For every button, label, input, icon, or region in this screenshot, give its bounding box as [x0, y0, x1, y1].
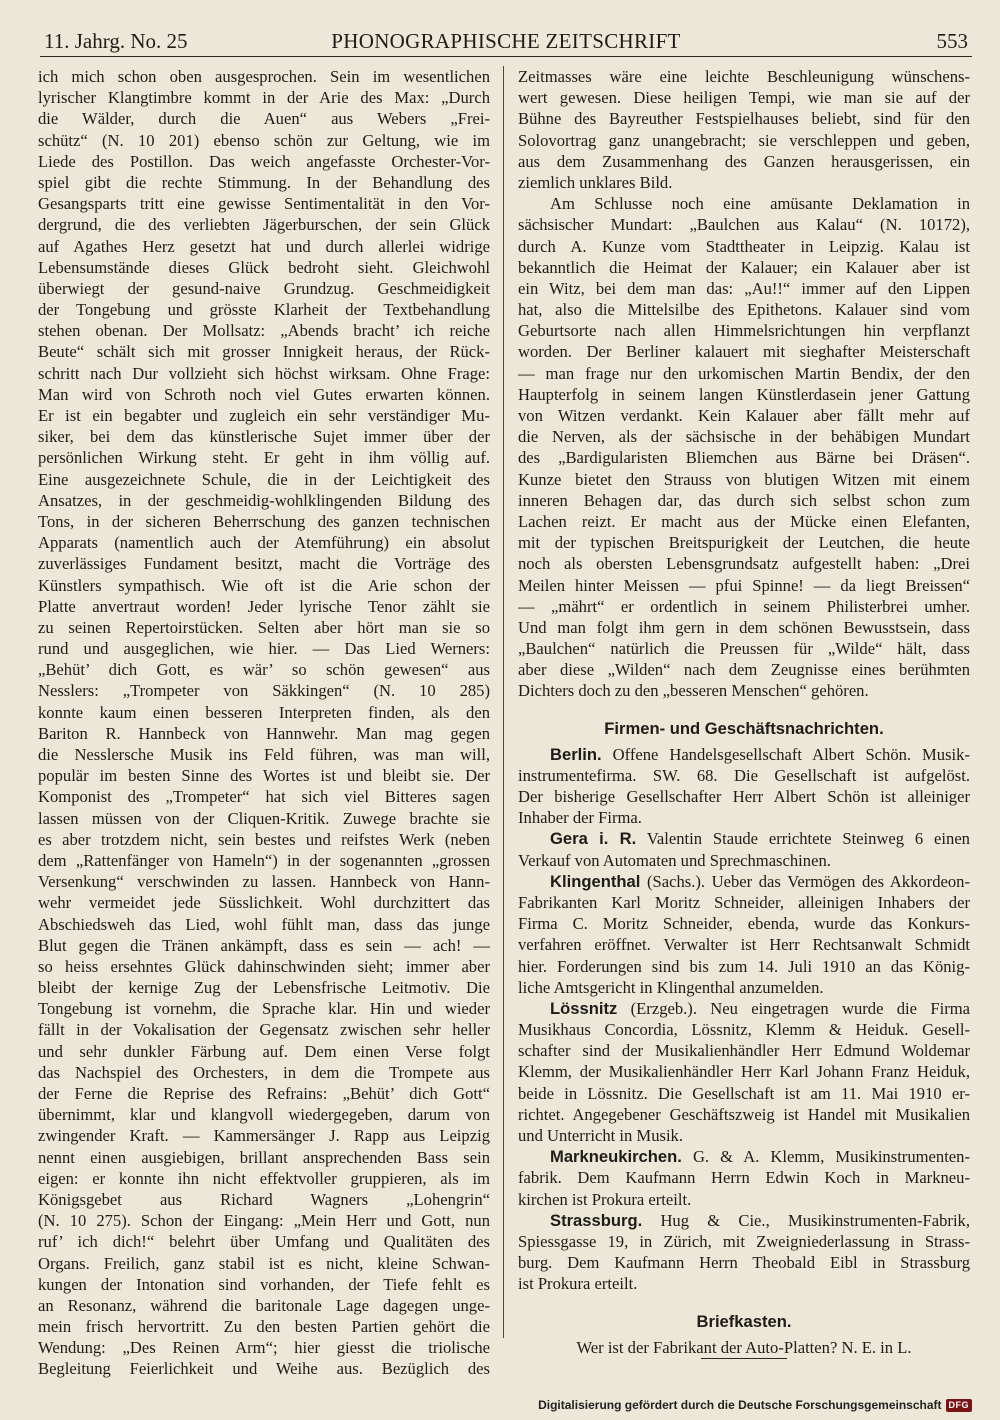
text-line: Tongebung ist vornehm, die Sprache klar. Hin und wieder — [38, 999, 490, 1019]
text-line: ich mich schon oben ausgesprochen. Sein im wesentlichen — [38, 67, 490, 86]
text-line: schafter sind der Musikalienhändler Herr Edmund Woldemar — [518, 1041, 970, 1061]
right-column — [518, 66, 970, 1360]
text-line: fällt in der Vokalisation der Gegensatz zwischen sehr heller — [38, 1020, 490, 1040]
news-entry-text: Valentin Staude errichtete Steinweg 6 einen — [646, 829, 970, 849]
text-line: Musikhaus Concordia, Lössnitz, Klemm & Heiduk. Gesell- — [518, 1020, 970, 1040]
issue-label: 11. Jahrg. No. 25 — [44, 29, 188, 53]
text-line: Königsgebet aus Richard Wagners „Lohengrin“ — [38, 1189, 490, 1209]
text-line: Wendung: „Des Reinen Arm“; hier giesst die triolische — [38, 1338, 490, 1358]
text-line: die Nesslersche Musik ins Feld führen, was man will, — [38, 745, 490, 764]
text-line: inneren Behagen dar, das durch sich selbst schon zum — [518, 490, 970, 510]
text-line: kirchen ist Prokura erteilt. — [518, 1189, 692, 1209]
text-line: Spiessgasse 19, in Zürich, mit Zweigniederlassung in Strass- — [518, 1231, 970, 1251]
text-line: die Nerven, als der sächsische in der behäbigen Mundart — [518, 427, 970, 447]
text-line: Organs. Freilich, ganz stabil ist es nicht, kleine Schwan- — [38, 1253, 490, 1273]
text-line: konnte kaum einen besseren Interpreten finden, als den — [38, 702, 490, 722]
text-line: Er ist ein begabter und zugleich ein sehr verständiger Mu- — [38, 406, 490, 425]
news-entry-first-line — [518, 1210, 970, 1231]
text-line: Komponist des „Trompeter“ hat sich viel Bitteres sagen — [38, 787, 490, 807]
text-line: ziemlich unklares Bild. — [518, 172, 673, 192]
text-line: hier. Forderungen sind bis zum 14. Juli 1910 an das König- — [518, 956, 970, 976]
text-line: und Unterricht in Musik. — [518, 1126, 683, 1145]
text-line: bekanntlich die Heimat der Kalauer; ein Kalauer aber ist — [518, 257, 970, 277]
text-line: und sehr dunkler Färbung auf. Dem einen Verse folgt — [38, 1041, 490, 1061]
text-line: von Witzen verdankt. Kein Kalauer aber fällt mehr auf — [518, 406, 970, 425]
text-line: dergrund, die des verliebten Jägerburschen, der sein Glück — [38, 215, 490, 235]
journal-title: PHONOGRAPHISCHE ZEITSCHRIFT — [331, 29, 681, 53]
news-place: Berlin. — [550, 744, 602, 764]
text-line: Klemm, der Musikalienhändler Herr Karl Johann Franz Heiduk, — [518, 1062, 970, 1082]
text-line: lyrischer Klangtimbre kommt in der Arie des Max: „Durch — [38, 88, 490, 108]
text-line: fabrik. Dem Kaufmann Herrn Edwin Koch in Markneu- — [518, 1168, 970, 1188]
news-place: Gera i. R. — [550, 829, 637, 849]
text-line: Solovortrag ganz unangebracht; sie verschleppen und geben, — [518, 130, 970, 150]
text-line: lassen müssen von der Cliquen-Kritik. Zuwege brachte sie — [38, 808, 490, 828]
text-line: der Tongebung und grösste Klarheit der Textbehandlung — [38, 300, 490, 320]
text-line: Verkauf von Automaten und Sprechmaschinen. — [518, 850, 831, 870]
text-line: — man frage nur den urkomischen Martin Bendix, der den — [518, 363, 970, 383]
text-line: populär im besten Sinne des Wortes ist und bleibt sie. Der — [38, 766, 490, 786]
text-line: Eine ausgezeichnete Schule, die in der Leichtigkeit des — [38, 469, 490, 489]
text-line: Gesangsparts tritt eine gewisse Sentimentalität in den Vor- — [38, 194, 490, 214]
text-line: richtet. Angegebener Geschäftszweig ist Handel mit Musikalien — [518, 1104, 970, 1124]
text-line: Apparats (namentlich auch der Atemführung) ein absolut — [38, 533, 490, 553]
text-line: schütz“ (N. 10 201) ebenso schön zur Geltung, wie im — [38, 130, 490, 150]
text-line: persönlichen Wirkung steht. Er geht in ihm völlig auf. — [38, 448, 490, 468]
news-entry-first-line — [518, 998, 970, 1019]
text-line: überwiegt der gesund-naive Grundzug. Geschmeidigkeit — [38, 278, 490, 298]
text-line: hat, also die Mittelsilbe des Epithetons. Kalauer sind vom — [518, 300, 970, 320]
text-line: Bühne des Bayreuther Festspielhauses beliebt, sind für den — [518, 109, 970, 129]
news-place: Strassburg. — [550, 1210, 643, 1230]
text-line: Dichters doch zu den „besseren Menschen“ gehören. — [518, 681, 869, 701]
text-line: siker, bei dem das künstlerische Sujet immer über der — [38, 427, 490, 447]
text-line: liche Amtsgericht in Klingenthal anzumelden. — [518, 977, 824, 997]
text-line: mein frisch hervortritt. Zu den besten Partien gehört die — [38, 1317, 490, 1337]
text-line: ein Witz, bei dem man das: „Au!!“ immer auf den Lippen — [518, 278, 970, 298]
text-line: sächsischer Mundart: „Baulchen aus Kalau“ (N. 10172), — [518, 215, 970, 235]
text-line: Bariton R. Hannbeck von Hannwehr. Man mag gegen — [38, 723, 490, 743]
text-line: worden. Der Berliner kalauert mit sieghafter Meisterschaft — [518, 342, 970, 362]
text-line: wehr vermeidet jede Süsslichkeit. Wohl durchzittert das — [38, 893, 490, 913]
text-line: Liede des Postillon. Das weich angefasste Orchester-Vor- — [38, 151, 490, 171]
text-line: Lebensumstände dieses Glück bedroht sieht. Gleichwohl — [38, 257, 490, 277]
text-line: Abschiedsweh das Lied, wohl fühlt man, dass das junge — [38, 914, 490, 934]
text-line: Fabrikanten Karl Moritz Schneider, alleinigen Inhabers der — [518, 892, 970, 912]
text-line: Blut gegen die Tränen ankämpft, dass es sein — ach! — — [38, 935, 490, 955]
text-line: „Baulchen“ natürlich die Preussen für „Wilde“ hält, dass — [518, 639, 970, 659]
text-line: mit der typischen Breitspurigkeit der Leutchen, die heute — [518, 533, 970, 553]
news-entry-first-line — [518, 744, 970, 765]
text-line: Kunze bietet den Strauss von blutigen Witzen mit einem — [518, 469, 970, 489]
section-gap — [518, 1295, 970, 1307]
news-place: Markneukirchen. — [550, 1147, 682, 1167]
left-column — [38, 66, 490, 1380]
text-line: zwingender Kraft. — Kammersänger J. Rapp aus Leipzig — [38, 1126, 490, 1146]
text-line: Nesslers: „Trompeter von Säkkingen“ (N. 10 285) — [38, 681, 490, 701]
text-line: kungen der Intonation sind vorhanden, der Tiefe fehlt es — [38, 1274, 490, 1294]
text-line: aus dem Zusammenhang des Ganzen herausgerissen, ein — [518, 151, 970, 171]
text-line: Am Schlusse noch eine amüsante Deklamation in — [550, 194, 970, 214]
text-line: es aber trotzdem nicht, sein bestes und reifstes Werk (neben — [38, 829, 490, 849]
text-line: Und man folgt ihm gern in dem schönen Bewusstsein, dass — [518, 617, 970, 637]
text-line: die Wälder, durch die Auen“ aus Webers „Frei- — [38, 109, 490, 129]
news-entry-first-line — [518, 1146, 970, 1167]
text-line: eigen: er konnte ihn nicht effektvoller gruppieren, als im — [38, 1168, 490, 1188]
credit-text: Digitalisierung gefördert durch die Deutsche Forschungsgemeinschaft — [538, 1398, 942, 1412]
text-line: Man wird von Schroth noch viel Gutes erwarten können. — [38, 384, 490, 404]
text-line: Firma C. Moritz Schneider, ebenda, wurde das Konkurs- — [518, 914, 970, 934]
text-line: des „Bardigularisten Bliemchen aus Bärne bei Dräsen“. — [518, 448, 970, 468]
page-header — [40, 24, 972, 57]
text-line: Begleitung Feierlichkeit und Weihe aus. Bezüglich des — [38, 1359, 490, 1379]
text-line: übernimmt, klar und klangvoll wiedergegeben, darum von — [38, 1105, 490, 1125]
text-line: ruf’ ich dich!“ belehrt über Umfang und Qualitäten des — [38, 1232, 490, 1252]
text-line: ist Prokura erteilt. — [518, 1274, 638, 1294]
news-entry-first-line — [518, 871, 970, 892]
page-number: 553 — [936, 29, 968, 53]
news-place: Lössnitz — [550, 998, 618, 1018]
news-place: Klingenthal — [550, 871, 641, 891]
text-line: das Nachspiel des Orchesters, in dem die Trompete aus — [38, 1062, 490, 1082]
text-line: stehen obenan. Der Mollsatz: „Abends bracht’ ich reiche — [38, 321, 490, 341]
text-line: Tons, in der sicheren Beherrschung des ganzen technischen — [38, 511, 490, 531]
text-line: durch A. Kunze vom Stadttheater in Leipzig. Kalau ist — [518, 236, 970, 256]
text-line: nennt einen ausgiebigen, brillant ansprechenden Bass sein — [38, 1147, 490, 1167]
text-line: Inhaber der Firma. — [518, 808, 642, 828]
text-line: „Behüt’ dich Gott, es wär’ so schön gewesen“ aus — [38, 660, 490, 680]
closing-rule — [701, 1358, 787, 1359]
mailbox-text: Wer ist der Fabrikant der Auto-Platten? N. E. in L. — [576, 1337, 912, 1357]
text-line: so heiss ersehntes Glück dahinschwinden sieht; immer aber — [38, 956, 490, 976]
news-entry-text: G. & A. Klemm, Musikinstrumenten- — [692, 1147, 970, 1167]
text-line: rund und ausgeglichen, wie hier. — Das Lied Werners: — [38, 639, 490, 659]
text-line: bleibt der kernige Zug der Lebensfrische Leitmotiv. Die — [38, 978, 490, 998]
column-divider — [503, 66, 504, 1338]
text-line: instrumentefirma. SW. 68. Die Gesellschaft ist aufgelöst. — [518, 765, 970, 785]
text-line: Haupterfolg in seinem langen Künstlerdasein jener Gattung — [518, 384, 970, 404]
news-entry-first-line — [518, 828, 970, 849]
news-entry-text: Offene Handelsgesellschaft Albert Schön. Musik- — [612, 744, 970, 764]
text-line: Geburtsorte nach allen Himmelsrichtungen hin verpflanzt — [518, 321, 970, 341]
news-entry-text: (Erzgeb.). Neu eingetragen wurde die Firma — [630, 998, 970, 1018]
text-line: spiel gibt die rechte Stimmung. In der Behandlung des — [38, 172, 490, 192]
text-line: Versenkung“ verschwinden zu lassen. Hannbeck von Hann- — [38, 872, 490, 892]
text-line: — „mährt“ er ordentlich in seinem Philisterbrei umher. — [518, 596, 970, 616]
news-heading: Firmen- und Geschäftsnachrichten. — [604, 718, 884, 738]
dfg-logo: DFG — [946, 1399, 973, 1412]
text-line: Meilen hinter Meissen — pfui Spinne! — da liegt Breissen“ — [518, 575, 970, 595]
digitization-credit — [538, 1397, 972, 1413]
text-line: Künstlers sympathisch. Wie oft ist die Arie schon der — [38, 575, 490, 595]
text-line: Der bisherige Gesellschafter Herr Albert Schön ist alleiniger — [518, 787, 970, 806]
text-line: der Ferne die Reprise des Refrains: „Behüt’ dich Gott“ — [38, 1084, 490, 1103]
text-line: Beute“ schält sich mit grosser Innigkeit heraus, der Rück- — [38, 342, 490, 362]
mailbox-heading: Briefkasten. — [696, 1311, 792, 1331]
news-entry-text: (Sachs.). Ueber das Vermögen des Akkordeon- — [646, 871, 970, 891]
text-line: dem „Rattenfänger von Hameln“) in der sogenannten „grossen — [38, 850, 490, 870]
news-entry-text: Hug & Cie., Musikinstrumenten-Fabrik, — [660, 1210, 970, 1230]
text-line: Lachen reizt. Er macht aus der Mücke einen Elefanten, — [518, 511, 970, 531]
text-line: aber diese „Wilden“ nach dem Zeugnisse eines berühmten — [518, 660, 970, 680]
text-line: zu seinen Repertoirstücken. Selten aber hört man sie so — [38, 617, 490, 637]
text-line: an Resonanz, während die baritonale Lage dagegen unge- — [38, 1295, 490, 1315]
text-line: verfahren eröffnet. Verwalter ist Herr Rechtsanwalt Schmidt — [518, 935, 970, 955]
text-line: Zeitmasses wäre eine leichte Beschleunigung wünschens- — [518, 67, 970, 86]
text-line: noch als obersten Lebensgrundsatz aufgestellt haben: „Drei — [518, 554, 970, 574]
text-line: schritt nach Dur vollzieht sich höchst wirksam. Ohne Frage: — [38, 363, 490, 383]
text-line: (N. 10 275). Schon der Eingang: „Mein Herr und Gott, nun — [38, 1211, 490, 1231]
text-line: zuverlässiges Fundament besitzt, macht die Vorträge des — [38, 554, 490, 574]
text-line: beide in Lössnitz. Die Gesellschaft ist am 11. Mai 1910 er- — [518, 1083, 970, 1103]
text-line: wert gewesen. Diese heiligen Tempi, wie man sie auf der — [518, 88, 970, 108]
text-line: Platte anvertraut worden! Jeder lyrische Tenor zählt sie — [38, 596, 490, 616]
text-line: auf Agathes Herz gesetzt hat und durch allerlei widrige — [38, 236, 490, 256]
section-gap — [518, 702, 970, 714]
text-line: burg. Dem Kaufmann Herrn Theobald Eibl in Strassburg — [518, 1253, 970, 1273]
text-line: Ansatzes, in der geschmeidig-wohlklingenden Bildung des — [38, 490, 490, 510]
